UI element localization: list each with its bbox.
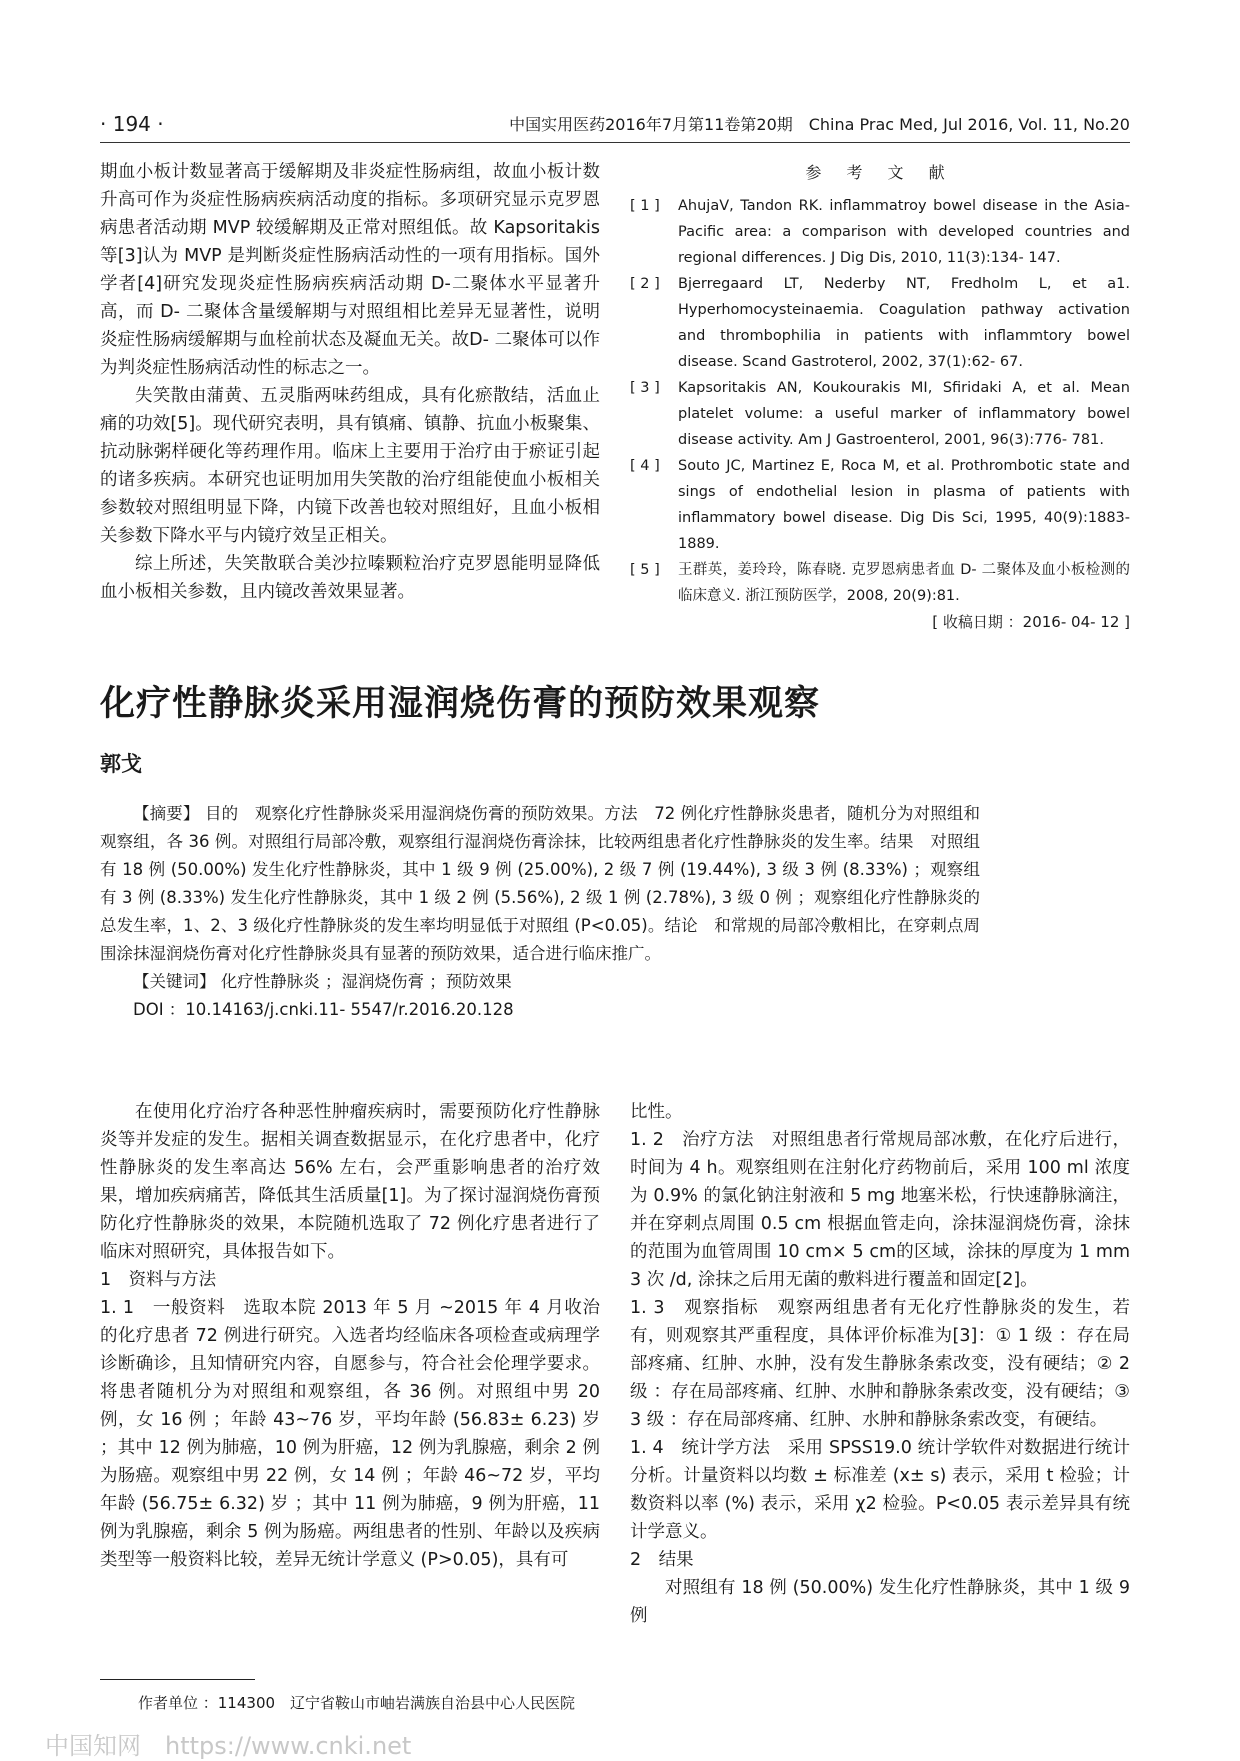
prev-article-left-column (100, 158, 600, 606)
header-rule (100, 142, 1130, 143)
journal-header: 中国实用医药2016年7月第11卷第20期 China Prac Med, Jul 2016, Vol. 11, No.20 (509, 115, 1130, 134)
footnote-rule (100, 1679, 255, 1680)
reference-item (630, 193, 1130, 271)
abstract-text: 【摘要】 目的 观察化疗性静脉炎采用湿润烧伤膏的预防效果。方法 72 例化疗性静脉炎患者，随机分为对照组和观察组，各 36 例。对照组行局部冷敷，观察组行湿润烧伤膏涂抹，比较两组患者化疗性静脉炎的发生率。结果 对照组有 18 例 (50.00%) 发生化疗性静脉炎，其中 1 级 9 例 (25.00%), 2 级 7 例 (19.44%), 3 级 3 例 (8.33%) ；观察组有 3 例 (8.33%) 发生化疗性静脉炎，其中 1 级 2 例 (5.56%), 2 级 1 例 (2.78%), 3 级 0 例 ；观察组化疗性静脉炎的总发生率，1、2、3 级化疗性静脉炎的发生率均明显低于对照组 (P<0.05)。结论 和常规的局部冷敷相比，在穿刺点周围涂抹湿润烧伤膏对化疗性静脉炎具有显著的预防效果，适合进行临床推广。 (100, 804, 980, 963)
references-title: 参 考 文 献 (805, 163, 955, 182)
abstract-block (100, 800, 980, 1024)
body-paragraph: 1. 1 一般资料 选取本院 2013 年 5 月 ~2015 年 4 月收治的化疗患者 72 例进行研究。入选者均经临床各项检查或病理学诊断确诊，且知情研究内容，自愿参与，符合社会伦理学要求。将患者随机分为对照组和观察组，各 36 例。对照组中男 20 例，女 16 例 ；年龄 43~76 岁，平均年龄 (56.83± 6.23) 岁 ；其中 12 例为肺癌，10 例为肝癌，12 例为乳腺癌，剩余 2 例为肠癌。观察组中男 22 例，女 14 例 ；年龄 46~72 岁，平均年龄 (56.75± 6.32) 岁 ；其中 11 例为肺癌，9 例为肝癌，11 例为乳腺癌，剩余 5 例为肠癌。两组患者的性别、年龄以及疾病类型等一般资料比较，差异无统计学意义 (P>0.05)，具有可 (100, 1298, 600, 1570)
reference-text: AhujaV, Tandon RK. inflammatroy bowel disease in the Asia-Pacific area: a comparison with developed countries and regional differences. J Dig Dis, 2010, 11(3):134- 147. (678, 198, 1130, 266)
keywords: 【关键词】 化疗性静脉炎 ；湿润烧伤膏 ；预防效果 (133, 972, 512, 991)
article-title: 化疗性静脉炎采用湿润烧伤膏的预防效果观察 (100, 684, 821, 724)
reference-number: [ 2 ] (630, 276, 660, 292)
watermark: 中国知网 https://www.cnki.net (45, 1732, 412, 1760)
body-paragraph: 在使用化疗治疗各种恶性肿瘤疾病时，需要预防化疗性静脉炎等并发症的发生。据相关调查数据显示，在化疗患者中，化疗性静脉炎的发生率高达 56% 左右，会严重影响患者的治疗效果，增加疾病痛苦，降低其生活质量[1]。为了探讨湿润烧伤膏预防化疗性静脉炎的效果，本院随机选取了 72 例化疗患者进行了临床对照研究，具体报告如下。 (100, 1102, 600, 1262)
doi: DOI ：10.14163/j.cnki.11- 5547/r.2016.20.128 (133, 1000, 514, 1019)
body-paragraph: 对照组有 18 例 (50.00%) 发生化疗性静脉炎，其中 1 级 9 例 (630, 1578, 1130, 1626)
reference-text: 王群英，姜玲玲，陈春晓. 克罗恩病患者血 D- 二聚体及血小板检测的临床意义. 浙江预防医学，2008, 20(9):81. (678, 562, 1130, 604)
reference-number: [ 1 ] (630, 198, 660, 214)
prev-paragraph: 失笑散由蒲黄、五灵脂两味药组成，具有化瘀散结，活血止痛的功效[5]。现代研究表明，具有镇痛、镇静、抗血小板聚集、抗动脉粥样硬化等药理作用。临床上主要用于治疗由于瘀证引起的诸多疾病。本研究也证明加用失笑散的治疗组能使血小板相关参数较对照组明显下降，内镜下改善也较对照组好，且血小板相关参数下降水平与内镜疗效呈正相关。 (100, 386, 600, 546)
body-paragraph: 1. 3 观察指标 观察两组患者有无化疗性静脉炎的发生，若有，则观察其严重程度，具体评价标准为[3]：① 1 级 ：存在局部疼痛、红肿、水肿，没有发生静脉条索改变，没有硬结；② 2 级 ：存在局部疼痛、红肿、水肿和静脉条索改变，没有硬结；③ 3 级 ：存在局部疼痛、红肿、水肿和静脉条索改变，有硬结。 (630, 1298, 1130, 1430)
reference-item (630, 557, 1130, 609)
section-heading: 1 资料与方法 (100, 1270, 217, 1290)
reference-number: [ 3 ] (630, 380, 660, 396)
author-affiliation: 作者单位 ：114300 辽宁省鞍山市岫岩满族自治县中心人民医院 (138, 1694, 576, 1712)
body-right-column (630, 1098, 1130, 1630)
section-heading: 2 结果 (630, 1550, 694, 1570)
prev-paragraph: 综上所述，失笑散联合美沙拉嗪颗粒治疗克罗恩能明显降低血小板相关参数，且内镜改善效果显著。 (100, 554, 600, 602)
reference-item (630, 375, 1130, 453)
reference-item (630, 453, 1130, 557)
body-paragraph: 1. 4 统计学方法 采用 SPSS19.0 统计学软件对数据进行统计分析。计量资料以均数 ± 标准差 (x± s) 表示，采用 t 检验；计数资料以率 (%) 表示，采用 χ2 检验。P<0.05 表示差异具有统计学意义。 (630, 1438, 1130, 1542)
reference-text: Souto JC, Martinez E, Roca M, et al. Prothrombotic state and sings of endothelial lesion in plasma of patients with inflammatory bowel disease. Dig Dis Sci, 1995, 40(9):1883- 1889. (678, 458, 1130, 552)
received-date: [ 收稿日期 ：2016- 04- 12 ] (932, 613, 1130, 631)
references-section (630, 160, 1130, 635)
body-left-column (100, 1098, 600, 1574)
prev-paragraph: 期血小板计数显著高于缓解期及非炎症性肠病组，故血小板计数升高可作为炎症性肠病疾病活动度的指标。多项研究显示克罗恩病患者活动期 MVP 较缓解期及正常对照组低。故 Kapsoritakis 等[3]认为 MVP 是判断炎症性肠病活动性的一项有用指标。国外学者[4]研究发现炎症性肠病疾病活动期 D-二聚体水平显著升高，而 D- 二聚体含量缓解期与对照组相比差异无显著性，说明炎症性肠病缓解期与血栓前状态及凝血无关。故D- 二聚体可以作为判炎症性肠病活动性的标志之一。 (100, 162, 600, 378)
reference-item (630, 271, 1130, 375)
body-paragraph: 1. 2 治疗方法 对照组患者行常规局部冰敷，在化疗后进行，时间为 4 h。观察组则在注射化疗药物前后，采用 100 ml 浓度为 0.9% 的氯化钠注射液和 5 mg 地塞米松，行快速静脉滴注，并在穿刺点周围 0.5 cm 根据血管走向，涂抹湿润烧伤膏，涂抹的范围为血管周围 10 cm× 5 cm的区域，涂抹的厚度为 1 mm 3 次 /d, 涂抹之后用无菌的敷料进行覆盖和固定[2]。 (630, 1130, 1130, 1290)
reference-text: Bjerregaard LT, Nederby NT, Fredholm L, et a1. Hyperhomocysteinaemia. Coagulation pathway activation and thrombophilia in patients with inflammtory bowel disease. Scand Gastroterol, 2002, 37(1):62- 67. (678, 276, 1130, 370)
body-paragraph: 比性。 (630, 1102, 683, 1122)
article-author: 郭戈 (100, 752, 142, 776)
reference-number: [ 5 ] (630, 562, 660, 578)
page-number: · 194 · (100, 112, 164, 136)
reference-text: Kapsoritakis AN, Koukourakis MI, Sfiridaki A, et al. Mean platelet volume: a useful marker of inflammatory bowel disease activity. Am J Gastroenterol, 2001, 96(3):776- 781. (678, 380, 1130, 448)
reference-number: [ 4 ] (630, 458, 660, 474)
